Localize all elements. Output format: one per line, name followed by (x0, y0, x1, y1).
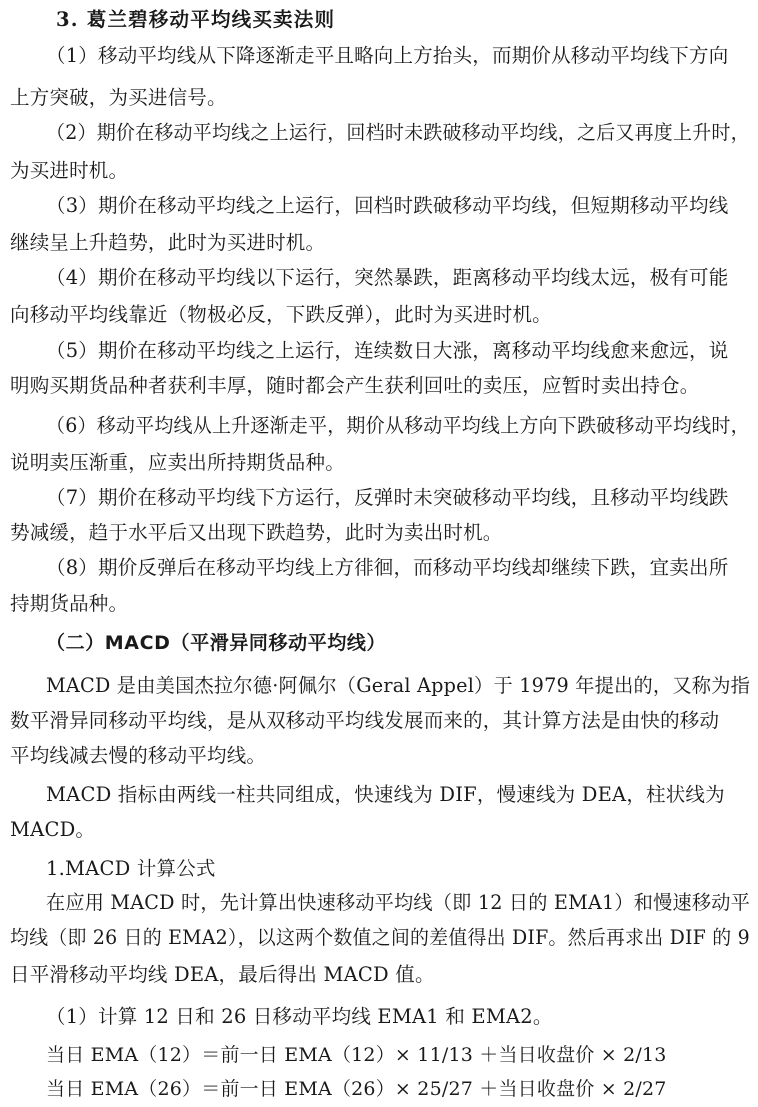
rule-3-line-1: （3）期价在移动平均线之上运行，回档时跌破移动平均线，但短期移动平均线 (46, 194, 729, 217)
rule-4-line-2: 向移动平均线靠近（物极必反，下跌反弹），此时为买进时机。 (10, 303, 552, 326)
rule-4-line-1: （4）期价在移动平均线以下运行，突然暴跌，距离移动平均线太远，极有可能 (46, 266, 729, 289)
rule-7-line-2: 势减缓，趋于水平后又出现下跌趋势，此时为卖出时机。 (10, 521, 503, 544)
formula-heading: 1.MACD 计算公式 (46, 857, 216, 880)
rule-8-line-2: 持期货品种。 (10, 592, 129, 615)
formula-intro-line-3: 日平滑移动平均线 DEA，最后得出 MACD 值。 (10, 963, 435, 986)
rule-5-line-2: 明购买期货品种者获利丰厚，随时都会产生获利回吐的卖压，应暂时卖出持仓。 (10, 374, 700, 397)
step-1: （1）计算 12 日和 26 日移动平均线 EMA1 和 EMA2。 (46, 1005, 553, 1028)
section-heading: 3. 葛兰碧移动平均线买卖法则 (56, 8, 336, 31)
macd-components-line-1: MACD 指标由两线一柱共同组成，快速线为 DIF，慢速线为 DEA，柱状线为 (46, 783, 725, 806)
rule-8-line-1: （8）期价反弹后在移动平均线上方徘徊，而移动平均线却继续下跌，宜卖出所 (46, 556, 729, 579)
macd-intro-line-2: 数平滑异同移动平均线，是从双移动平均线发展而来的，其计算方法是由快的移动 (10, 709, 720, 732)
formula-ema-12: 当日 EMA（12）＝前一日 EMA（12）× 11/13 ＋当日收盘价 × 2/13 (46, 1044, 667, 1066)
rule-6-line-2: 说明卖压渐重，应卖出所持期货品种。 (10, 451, 345, 474)
rule-2-line-2: 为买进时机。 (10, 159, 129, 182)
rule-1-line-1: （1）移动平均线从下降逐渐走平且略向上方抬头，而期价从移动平均线下方向 (46, 44, 729, 67)
macd-intro-line-1: MACD 是由美国杰拉尔德·阿佩尔（Geral Appel）于 1979 年提出的，又称为指 (46, 674, 751, 697)
rule-5-line-1: （5）期价在移动平均线之上运行，连续数日大涨，离移动平均线愈来愈远，说 (46, 339, 729, 362)
formula-intro-line-1: 在应用 MACD 时，先计算出快速移动平均线（即 12 日的 EMA1）和慢速移动平 (46, 891, 750, 914)
macd-heading: （二）MACD（平滑异同移动平均线） (46, 632, 387, 654)
rule-2-line-1: （2）期价在移动平均线之上运行，回档时未跌破移动平均线，之后又再度上升时， (46, 121, 750, 144)
formula-intro-line-2: 均线（即 26 日的 EMA2），以这两个数值之间的差值得出 DIF。然后再求出 DIF 的 9 (10, 926, 750, 949)
macd-intro-line-3: 平均线减去慢的移动平均线。 (10, 744, 267, 767)
rule-6-line-1: （6）移动平均线从上升逐渐走平，期价从移动平均线上方向下跌破移动平均线时， (46, 414, 750, 437)
rule-1-line-2: 上方突破，为买进信号。 (10, 86, 227, 109)
rule-7-line-1: （7）期价在移动平均线下方运行，反弹时未突破移动平均线，且移动平均线跌 (46, 486, 729, 509)
formula-ema-26: 当日 EMA（26）＝前一日 EMA（26）× 25/27 ＋当日收盘价 × 2/27 (46, 1078, 667, 1100)
macd-components-line-2: MACD。 (10, 818, 96, 841)
rule-3-line-2: 继续呈上升趋势，此时为买进时机。 (10, 231, 326, 254)
